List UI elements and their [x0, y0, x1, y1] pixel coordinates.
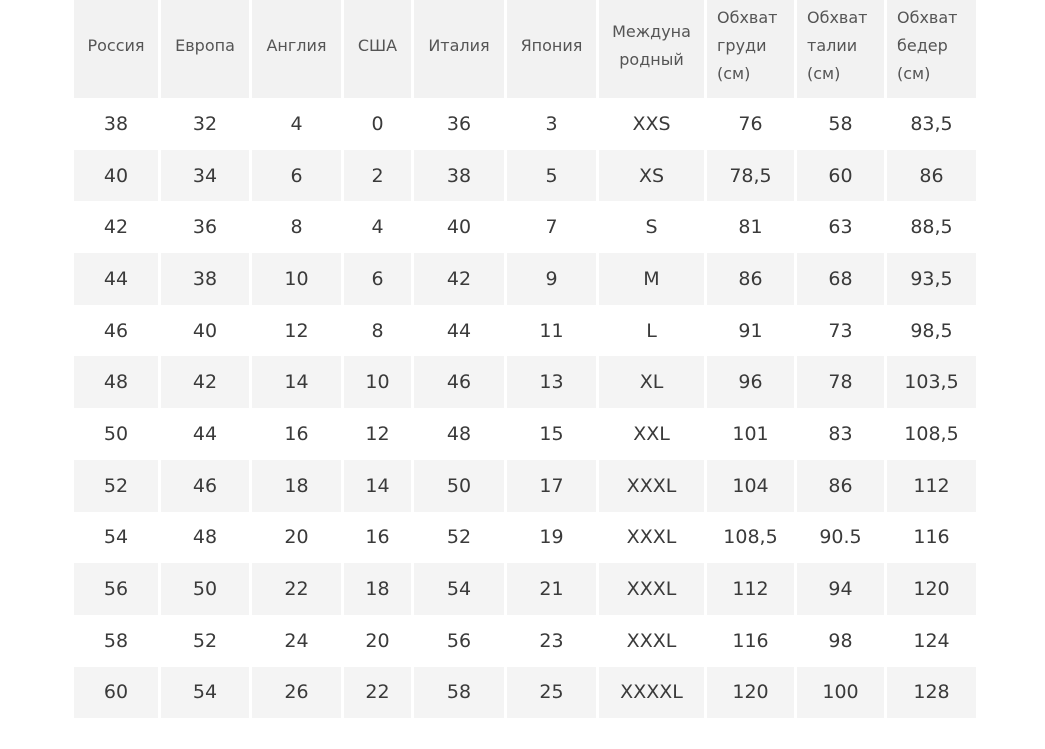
table-row: [74, 460, 976, 512]
header-label: Обхват: [807, 8, 868, 27]
table-cell: 116: [707, 615, 797, 667]
table-row: [74, 201, 976, 253]
header-chest: [707, 0, 797, 98]
table-cell: 14: [252, 356, 344, 408]
table-cell: 2: [344, 150, 414, 202]
table-cell: 36: [414, 98, 507, 150]
table-cell: 15: [507, 408, 599, 460]
table-cell: 10: [344, 356, 414, 408]
table-cell: 18: [344, 563, 414, 615]
header-label: Япония: [520, 36, 583, 55]
table-cell: 48: [74, 356, 161, 408]
table-cell: 90.5: [797, 512, 887, 564]
table-cell: 68: [797, 253, 887, 305]
table-cell: 10: [252, 253, 344, 305]
table-cell: 73: [797, 305, 887, 357]
table-cell: 16: [344, 512, 414, 564]
table-cell: 20: [344, 615, 414, 667]
table-cell: XS: [599, 150, 707, 202]
table-cell: 32: [161, 98, 252, 150]
table-cell: 4: [344, 201, 414, 253]
table-cell: 42: [414, 253, 507, 305]
table-cell: 50: [414, 460, 507, 512]
table-cell: 86: [887, 150, 976, 202]
header-japan: [507, 0, 599, 98]
table-cell: 108,5: [707, 512, 797, 564]
header-label: родный: [619, 50, 684, 69]
table-row: [74, 408, 976, 460]
table-cell: 50: [74, 408, 161, 460]
table-cell: 78,5: [707, 150, 797, 202]
header-label: (см): [897, 64, 931, 83]
header-row: [74, 0, 976, 98]
table-cell: XXXL: [599, 512, 707, 564]
table-cell: 63: [797, 201, 887, 253]
table-row: [74, 253, 976, 305]
header-label: (см): [717, 64, 751, 83]
table-row: [74, 615, 976, 667]
table-cell: 26: [252, 667, 344, 719]
table-cell: 6: [252, 150, 344, 202]
table-cell: 58: [74, 615, 161, 667]
table-cell: 13: [507, 356, 599, 408]
table-cell: 42: [74, 201, 161, 253]
table-cell: 120: [887, 563, 976, 615]
header-label: Италия: [428, 36, 490, 55]
table-cell: 8: [252, 201, 344, 253]
table-cell: 93,5: [887, 253, 976, 305]
table-cell: 36: [161, 201, 252, 253]
table-cell: 112: [707, 563, 797, 615]
header-label: бедер: [897, 36, 948, 55]
table-cell: 78: [797, 356, 887, 408]
table-cell: 24: [252, 615, 344, 667]
header-waist: [797, 0, 887, 98]
table-row: [74, 305, 976, 357]
table-cell: 94: [797, 563, 887, 615]
table-cell: 50: [161, 563, 252, 615]
table-cell: XXXL: [599, 460, 707, 512]
table-cell: 25: [507, 667, 599, 719]
table-cell: M: [599, 253, 707, 305]
table-cell: 52: [74, 460, 161, 512]
table-row: [74, 98, 976, 150]
header-label: США: [357, 36, 398, 55]
size-conversion-table: [74, 0, 976, 718]
table-row: [74, 563, 976, 615]
table-cell: 86: [797, 460, 887, 512]
table-cell: 38: [161, 253, 252, 305]
header-russia: [74, 0, 161, 98]
table-cell: 48: [414, 408, 507, 460]
table-cell: 40: [414, 201, 507, 253]
table-cell: 12: [252, 305, 344, 357]
table-cell: 83: [797, 408, 887, 460]
header-europe: [161, 0, 252, 98]
table-cell: 12: [344, 408, 414, 460]
table-cell: 58: [797, 98, 887, 150]
table-cell: 98,5: [887, 305, 976, 357]
table-cell: 20: [252, 512, 344, 564]
table-cell: L: [599, 305, 707, 357]
table-cell: 22: [252, 563, 344, 615]
header-usa: [344, 0, 414, 98]
table-row: [74, 356, 976, 408]
table-cell: 18: [252, 460, 344, 512]
table-cell: 103,5: [887, 356, 976, 408]
table-cell: 58: [414, 667, 507, 719]
table-cell: 0: [344, 98, 414, 150]
header-label: Обхват: [897, 8, 958, 27]
table-row: [74, 667, 976, 719]
table-cell: 76: [707, 98, 797, 150]
table-cell: 128: [887, 667, 976, 719]
table-cell: XXXL: [599, 563, 707, 615]
header-label: груди: [717, 36, 767, 55]
table-cell: 52: [414, 512, 507, 564]
header-label: Обхват: [717, 8, 778, 27]
table-cell: S: [599, 201, 707, 253]
header-international: [599, 0, 707, 98]
table-cell: 38: [414, 150, 507, 202]
table-cell: 91: [707, 305, 797, 357]
table-cell: XXXXL: [599, 667, 707, 719]
table-cell: 17: [507, 460, 599, 512]
table-cell: 6: [344, 253, 414, 305]
table-cell: 46: [74, 305, 161, 357]
header-label: (см): [807, 64, 841, 83]
table-cell: 44: [74, 253, 161, 305]
table-cell: XXXL: [599, 615, 707, 667]
table-cell: 81: [707, 201, 797, 253]
table-cell: 46: [414, 356, 507, 408]
table-cell: 34: [161, 150, 252, 202]
table-body: [74, 98, 976, 718]
header-italy: [414, 0, 507, 98]
table-cell: 56: [414, 615, 507, 667]
table-cell: 48: [161, 512, 252, 564]
table-cell: XL: [599, 356, 707, 408]
table-cell: 83,5: [887, 98, 976, 150]
table-cell: 16: [252, 408, 344, 460]
table-cell: 96: [707, 356, 797, 408]
table-cell: 112: [887, 460, 976, 512]
header-label: талии: [807, 36, 858, 55]
table-cell: 54: [74, 512, 161, 564]
table-cell: 21: [507, 563, 599, 615]
table-row: [74, 150, 976, 202]
table-cell: 124: [887, 615, 976, 667]
table-cell: 9: [507, 253, 599, 305]
table-cell: 14: [344, 460, 414, 512]
table-cell: 100: [797, 667, 887, 719]
table-cell: XXL: [599, 408, 707, 460]
table-cell: 7: [507, 201, 599, 253]
header-hips: [887, 0, 976, 98]
table-cell: 60: [74, 667, 161, 719]
table-cell: 11: [507, 305, 599, 357]
table-cell: 40: [161, 305, 252, 357]
table-cell: 3: [507, 98, 599, 150]
table-header: [74, 0, 976, 98]
table-cell: 116: [887, 512, 976, 564]
table-cell: 44: [161, 408, 252, 460]
table-cell: 19: [507, 512, 599, 564]
table-cell: 101: [707, 408, 797, 460]
table-cell: 98: [797, 615, 887, 667]
table-cell: 60: [797, 150, 887, 202]
table-cell: 88,5: [887, 201, 976, 253]
table-cell: 22: [344, 667, 414, 719]
table-cell: 120: [707, 667, 797, 719]
table-cell: 8: [344, 305, 414, 357]
table-cell: 56: [74, 563, 161, 615]
table-cell: 108,5: [887, 408, 976, 460]
table-cell: 38: [74, 98, 161, 150]
table-cell: 46: [161, 460, 252, 512]
table-cell: 86: [707, 253, 797, 305]
table-cell: 23: [507, 615, 599, 667]
table-cell: 44: [414, 305, 507, 357]
header-england: [252, 0, 344, 98]
header-label: Междуна: [612, 22, 691, 41]
table-cell: 40: [74, 150, 161, 202]
table-row: [74, 512, 976, 564]
table-cell: XXS: [599, 98, 707, 150]
table-cell: 52: [161, 615, 252, 667]
table-cell: 54: [414, 563, 507, 615]
table-cell: 42: [161, 356, 252, 408]
table-cell: 54: [161, 667, 252, 719]
table-cell: 4: [252, 98, 344, 150]
table-cell: 5: [507, 150, 599, 202]
header-label: Англия: [266, 36, 327, 55]
header-label: Россия: [87, 36, 145, 55]
table-cell: 104: [707, 460, 797, 512]
header-label: Европа: [175, 36, 235, 55]
